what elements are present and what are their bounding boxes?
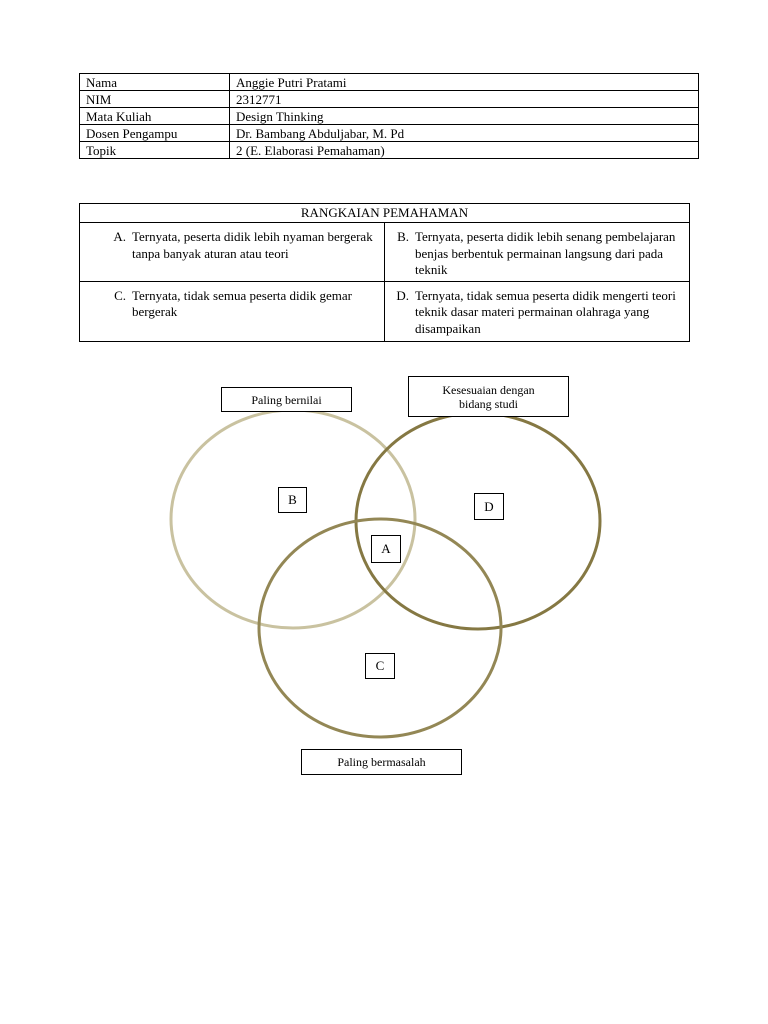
item-a-text: Ternyata, peserta didik lebih nyaman bergerak tanpa banyak aturan atau teori xyxy=(132,229,373,261)
value-dosen: Dr. Bambang Abduljabar, M. Pd xyxy=(230,125,699,142)
item-b-letter: B. xyxy=(397,229,409,244)
label-topik: Topik xyxy=(80,142,230,159)
label-dosen: Dosen Pengampu xyxy=(80,125,230,142)
rangkaian-title: RANGKAIAN PEMAHAMAN xyxy=(80,204,690,223)
value-mata-kuliah: Design Thinking xyxy=(230,108,699,125)
item-b-text: Ternyata, peserta didik lebih senang pembelajaran benjas berbentuk permainan langsung dari pada teknik xyxy=(415,229,676,277)
region-b: B xyxy=(278,487,307,513)
item-c-text: Ternyata, tidak semua peserta didik gemar bergerak xyxy=(132,287,353,319)
item-c-letter: C. xyxy=(114,287,126,303)
label-nama: Nama xyxy=(80,74,230,91)
label-paling-bermasalah: Paling bermasalah xyxy=(301,749,462,775)
item-a-letter: A. xyxy=(113,229,126,244)
item-d-text: Ternyata, tidak semua peserta didik mengerti teori teknik dasar materi permainan olahraga yang disampaikan xyxy=(415,287,676,336)
label-mata-kuliah: Mata Kuliah xyxy=(80,108,230,125)
value-topik: 2 (E. Elaborasi Pemahaman) xyxy=(230,142,699,159)
value-nim: 2312771 xyxy=(230,91,699,108)
label-nim: NIM xyxy=(80,91,230,108)
label-kesesuaian: Kesesuaian dengan bidang studi xyxy=(408,376,569,417)
region-a: A xyxy=(371,535,401,563)
item-d-letter: D. xyxy=(396,287,409,303)
label-paling-bernilai: Paling bernilai xyxy=(221,387,352,412)
value-nama: Anggie Putri Pratami xyxy=(230,74,699,91)
region-d: D xyxy=(474,493,504,520)
region-c: C xyxy=(365,653,395,679)
